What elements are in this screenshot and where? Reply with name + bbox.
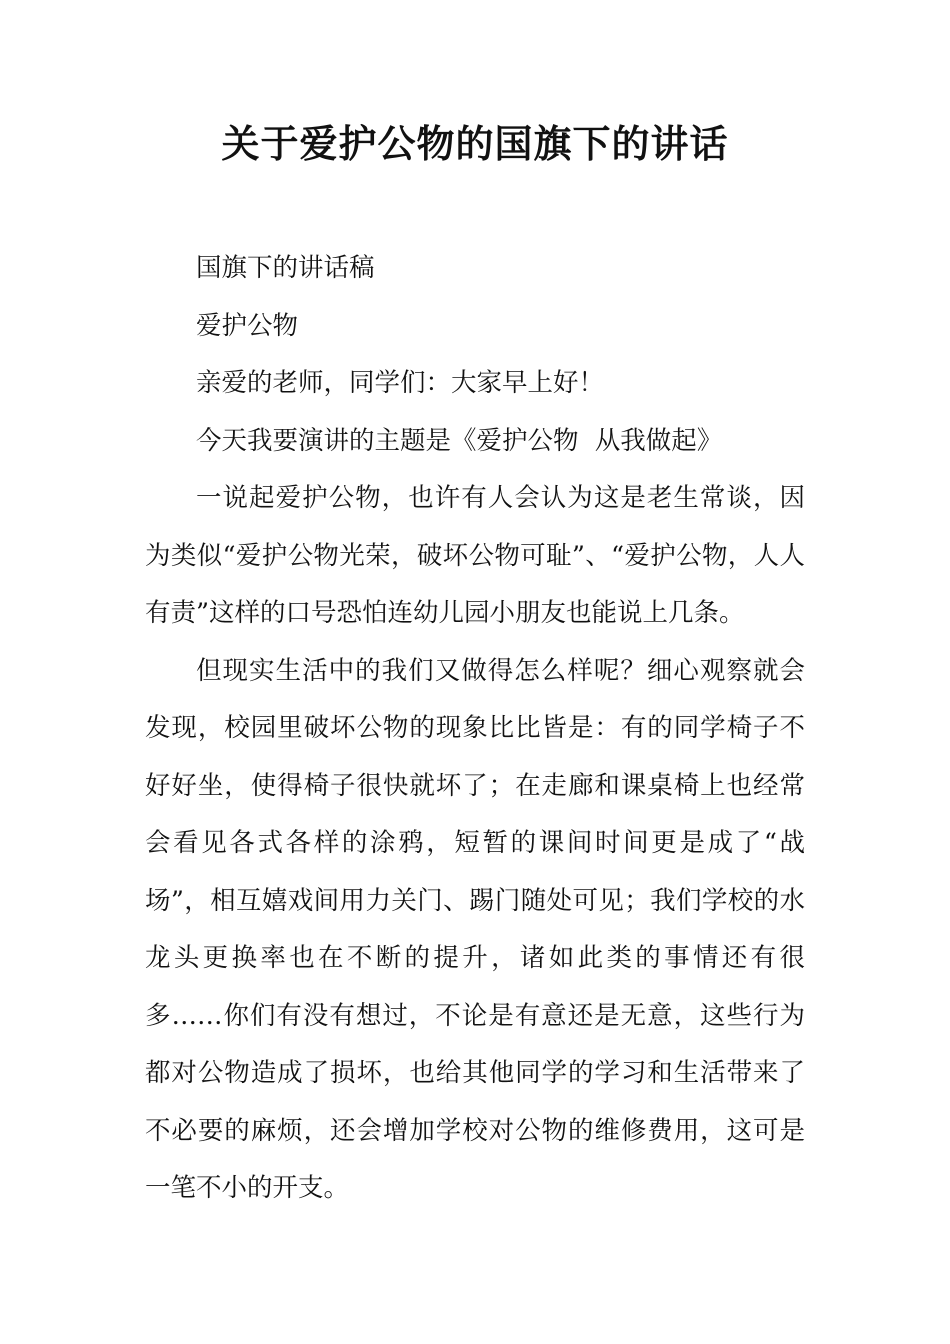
paragraph-speech-type: 国旗下的讲话稿 (196, 253, 375, 283)
document-title: 关于爱护公物的国旗下的讲话 (221, 122, 729, 166)
paragraph-intro: 一说起爱护公物，也许有人会认为这是老生常谈，因为类似“爱护公物光荣，破坏公物可耻”、“爱护公物，人人有责”这样的口号恐怕连幼儿园小朋友也能说上几条。 (145, 483, 805, 628)
paragraph-reality: 但现实生活中的我们又做得怎么样呢？细心观察就会发现，校园里破坏公物的现象比比皆是：有的同学椅子不好好坐，使得椅子很快就坏了；在走廊和课桌椅上也经常会看见各式各样的涂鸦，短暂的课间时间更是成了“战场”，相互嬉戏间用力关门、踢门随处可见；我们学校的水龙头更换率也在不断的提升，诸如此类的事情还有很多……你们有没有想过，不论是有意还是无意，这些行为都对公物造成了损坏，也给其他同学的学习和生活带来了不必要的麻烦，还会增加学校对公物的维修费用，这可是一笔不小的开支。 (145, 655, 805, 1203)
paragraph-topic: 爱护公物 (196, 310, 299, 341)
paragraph-theme: 今天我要演讲的主题是《爱护公物 从我做起》 (196, 425, 723, 456)
paragraph-greeting: 亲爱的老师，同学们：大家早上好！ (196, 368, 605, 398)
document-body (145, 240, 805, 1218)
